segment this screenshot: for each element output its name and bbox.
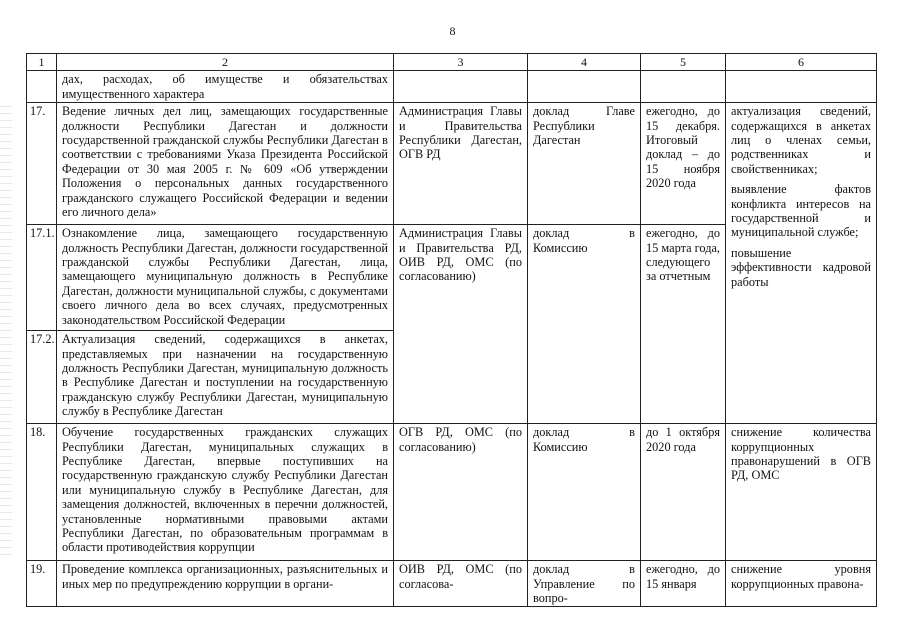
row-number: 19. — [27, 561, 57, 607]
executor-cell: Администрация Главы и Правительства Республики Дагестан, ОГВ РД — [394, 103, 528, 225]
measure-cell: дах, расходах, об имуществе и обязательствах имущественного характера — [57, 71, 394, 103]
result-cell — [726, 103, 877, 424]
row-number: 17. — [27, 103, 57, 225]
column-header: 2 — [57, 54, 394, 71]
result-item: актуализация сведений, содержащихся в анкетах лиц о членах семьи, родственниках и свойственниках; — [731, 104, 871, 176]
table-row — [27, 103, 877, 225]
result-cell: снижение количества коррупционных правонарушений в ОГВ РД, ОМС — [726, 424, 877, 561]
column-header: 3 — [394, 54, 528, 71]
plan-table — [26, 53, 877, 607]
report-cell: доклад в Комиссию — [528, 225, 641, 424]
executor-cell: Администрация Главы и Правительства РД, ОИВ РД, ОМС (по согласованию) — [394, 225, 528, 424]
page-number: 8 — [449, 24, 456, 38]
result-cell — [726, 71, 877, 103]
measure-cell: Обучение государственных гражданских служащих Республики Дагестан, муниципальных служащих в Республике Дагестан, впервые поступивших на государственную гражданскую службу Республики Дагестан или муниципальную службу в Республике Дагестан, для замещения должностей, включенных в перечни должностей, установленные нормативными правовыми актами Республики Дагестан, по образовательным программам в области противодействия коррупции — [57, 424, 394, 561]
report-cell — [528, 71, 641, 103]
measure-cell: Ведение личных дел лиц, замещающих государственные должности Республики Дагестан и должности государственной гражданской службы Республики Дагестан в соответствии с требованиями Указа Президента Российской Федерации от 30 мая 2005 г. № 609 «Об утверждении Положения о персональных данных государственного гражданского служащего Российской Федерации и ведении его личного дела» — [57, 103, 394, 225]
deadline-cell: ежегодно, до 15 декабря. Итоговый доклад – до 15 ноября 2020 года — [641, 103, 726, 225]
table-row — [27, 561, 877, 607]
row-number — [27, 71, 57, 103]
row-number: 17.1. — [27, 225, 57, 331]
measure-cell: Ознакомление лица, замещающего государственную должность Республики Дагестан, должности государственной гражданской службы Республики Дагестан, лица, замещающего муниципальную должность в Республике Дагестан, должности муниципальной службы, с документами своего личного дела во всех случаях, предусмотренных законодательством Российской Федерации — [57, 225, 394, 331]
table-row — [27, 424, 877, 561]
column-header: 5 — [641, 54, 726, 71]
report-cell: доклад в Управление по вопро- — [528, 561, 641, 607]
row-number: 17.2. — [27, 331, 57, 424]
deadline-cell — [641, 71, 726, 103]
report-cell: доклад Главе Республики Дагестан — [528, 103, 641, 225]
column-header: 1 — [27, 54, 57, 71]
table-row — [27, 71, 877, 103]
scan-edge-noise — [0, 100, 12, 560]
result-item: выявление фактов конфликта интересов на государственной и муниципальной службе; — [731, 182, 871, 240]
result-cell: снижение уровня коррупционных правона- — [726, 561, 877, 607]
result-item: повышение эффективности кадровой работы — [731, 245, 871, 289]
measure-cell: Актуализация сведений, содержащихся в анкетах, представляемых при назначении на государственную должность Республики Дагестан, муниципальную должность в Республике Дагестан и поступлении на государственную гражданскую службу Республики Дагестан, муниципальную службу в Республике Дагестан — [57, 331, 394, 424]
table-header-row — [27, 54, 877, 71]
executor-cell: ОГВ РД, ОМС (по согласованию) — [394, 424, 528, 561]
column-header: 6 — [726, 54, 877, 71]
executor-cell — [394, 71, 528, 103]
report-cell: доклад в Комиссию — [528, 424, 641, 561]
deadline-cell: ежегодно, до 15 марта года, следующего за отчетным — [641, 225, 726, 424]
executor-cell: ОИВ РД, ОМС (по согласова- — [394, 561, 528, 607]
measure-cell: Проведение комплекса организационных, разъяснительных и иных мер по предупреждению коррупции в органи- — [57, 561, 394, 607]
deadline-cell: ежегодно, до 15 января — [641, 561, 726, 607]
row-number: 18. — [27, 424, 57, 561]
deadline-cell: до 1 октября 2020 года — [641, 424, 726, 561]
column-header: 4 — [528, 54, 641, 71]
